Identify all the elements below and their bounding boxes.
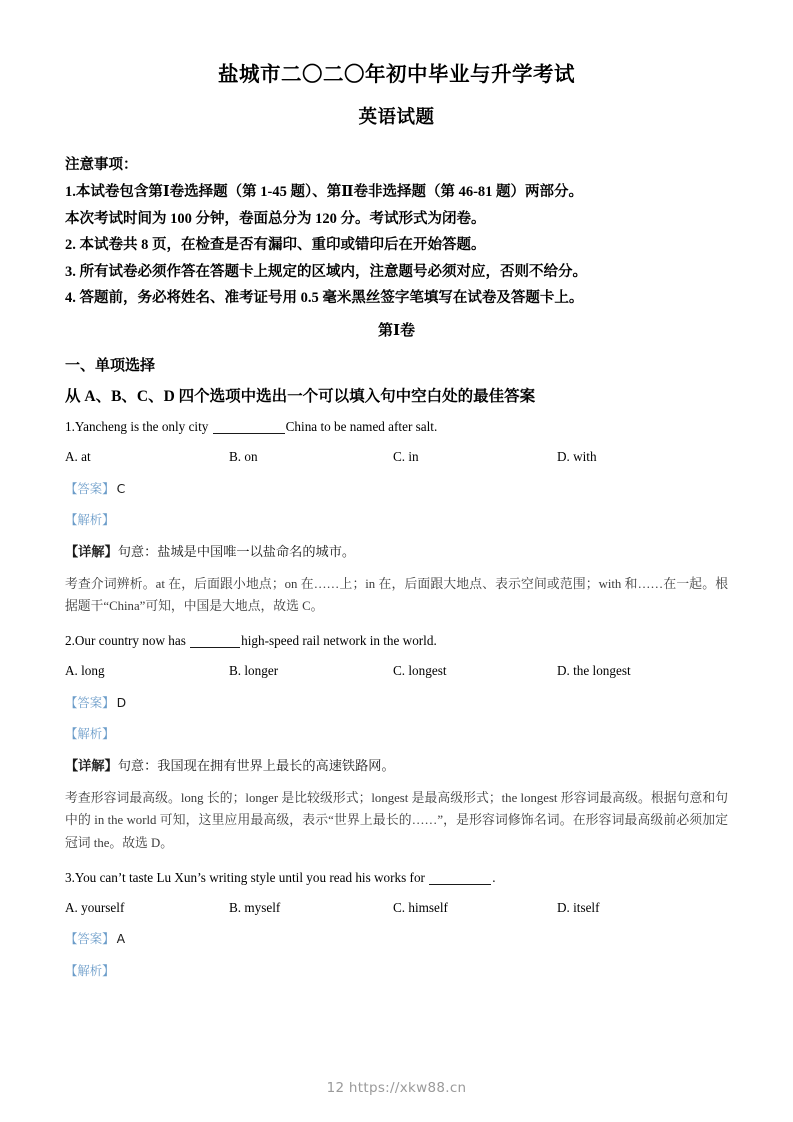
analysis-marker: 【解析】	[65, 725, 115, 741]
question-stem	[65, 420, 728, 434]
answer-blank	[213, 420, 285, 434]
question-stem-before: 1.Yancheng is the only city	[65, 419, 209, 435]
detail-line	[65, 545, 728, 558]
question-block	[65, 634, 728, 855]
option-a[interactable]: A. yourself	[65, 900, 125, 916]
analysis-line	[65, 513, 728, 526]
detail-text: 句意：盐城是中国唯一以盐命名的城市。	[117, 544, 356, 560]
option-d[interactable]: D. the longest	[557, 663, 631, 679]
option-c[interactable]: C. himself	[393, 900, 448, 916]
analysis-line	[65, 727, 728, 740]
question-stem-after: .	[492, 869, 496, 885]
answer-marker: 【答案】	[65, 694, 115, 710]
question-stem-before: 3.You can’t taste Lu Xun’s writing style until you read his works for	[65, 869, 425, 885]
detail-text: 句意：我国现在拥有世界上最长的高速铁路网。	[117, 758, 395, 774]
analysis-paragraph: 考查形容词最高级。long 长的；longer 是比较级形式；longest 是最高级形式；the longest 形容词最高级。根据句意和句中的 in the world 可知，这里应用最高级，表示“世界上最长的……”，是形容词修饰名词。在形容词最高级前必须加定冠词 the。故选 D。	[65, 790, 728, 851]
question-block	[65, 420, 728, 618]
analysis-marker: 【解析】	[65, 962, 115, 978]
page-subtitle: 英语试题	[358, 107, 435, 128]
notice-line-4: 3. 所有试卷必须作答在答题卡上规定的区域内，注意题号必须对应，否则不给分。	[65, 263, 587, 280]
answer-marker: 【答案】	[65, 931, 115, 947]
option-b[interactable]: B. on	[229, 449, 258, 465]
option-b[interactable]: B. myself	[229, 900, 281, 916]
answer-marker: 【答案】	[65, 480, 115, 496]
option-c[interactable]: C. in	[393, 449, 419, 465]
question-stem-before: 2.Our country now has	[65, 633, 186, 649]
notice-block	[65, 158, 728, 306]
option-b[interactable]: B. longer	[229, 663, 279, 679]
footer-watermark: 12 https://xkw88.cn	[326, 1080, 467, 1096]
question-block	[65, 871, 728, 977]
answer-blank	[190, 634, 240, 648]
option-d[interactable]: D. itself	[557, 900, 600, 916]
detail-marker: 【详解】	[65, 544, 118, 560]
answer-line	[65, 482, 728, 495]
detail-marker: 【详解】	[65, 758, 118, 774]
question-stem-after: China to be named after salt.	[285, 419, 438, 435]
answer-value: A	[116, 931, 126, 947]
paper-part-label: 第Ⅰ卷	[377, 322, 416, 339]
analysis-paragraph: 考查介词辨析。at 在，后面跟小地点；on 在……上；in 在，后面跟大地点、表示空间或范围；with 和……在一起。根据题干“China”可知，中国是大地点，故选 C。	[65, 576, 728, 614]
answer-blank	[429, 871, 491, 885]
question-options	[65, 901, 728, 914]
analysis-marker: 【解析】	[65, 511, 115, 527]
page-title: 盐城市二〇二〇年初中毕业与升学考试	[218, 64, 575, 86]
notice-line-2: 本次考试时间为 100 分钟，卷面总分为 120 分。考试形式为闭卷。	[65, 210, 486, 227]
question-options	[65, 450, 728, 463]
answer-line	[65, 932, 728, 945]
option-a[interactable]: A. long	[65, 663, 105, 679]
detail-line	[65, 759, 728, 772]
section-number: 一、单项选择	[65, 357, 156, 374]
option-c[interactable]: C. longest	[393, 663, 447, 679]
question-stem	[65, 871, 728, 885]
option-a[interactable]: A. at	[65, 449, 91, 465]
answer-line	[65, 696, 728, 709]
section-instruction: 从 A、B、C、D 四个选项中选出一个可以填入句中空白处的最佳答案	[65, 387, 536, 405]
answer-value: D	[116, 694, 127, 710]
analysis-line	[65, 964, 728, 977]
notice-heading: 注意事项：	[65, 156, 138, 173]
question-stem-after: high-speed rail network in the world.	[241, 633, 437, 649]
question-options	[65, 664, 728, 677]
notice-line-1: 1.本试卷包含第Ⅰ卷选择题（第 1-45 题）、第Ⅱ卷非选择题（第 46-81 题）两部分。	[65, 184, 584, 201]
notice-line-3: 2. 本试卷共 8 页，在检查是否有漏印、重印或错印后在开始答题。	[65, 237, 486, 254]
answer-value: C	[116, 480, 126, 496]
question-stem	[65, 634, 728, 648]
notice-line-5: 4. 答题前，务必将姓名、准考证号用 0.5 毫米黑丝签字笔填写在试卷及答题卡上。	[65, 290, 584, 307]
option-d[interactable]: D. with	[557, 449, 597, 465]
